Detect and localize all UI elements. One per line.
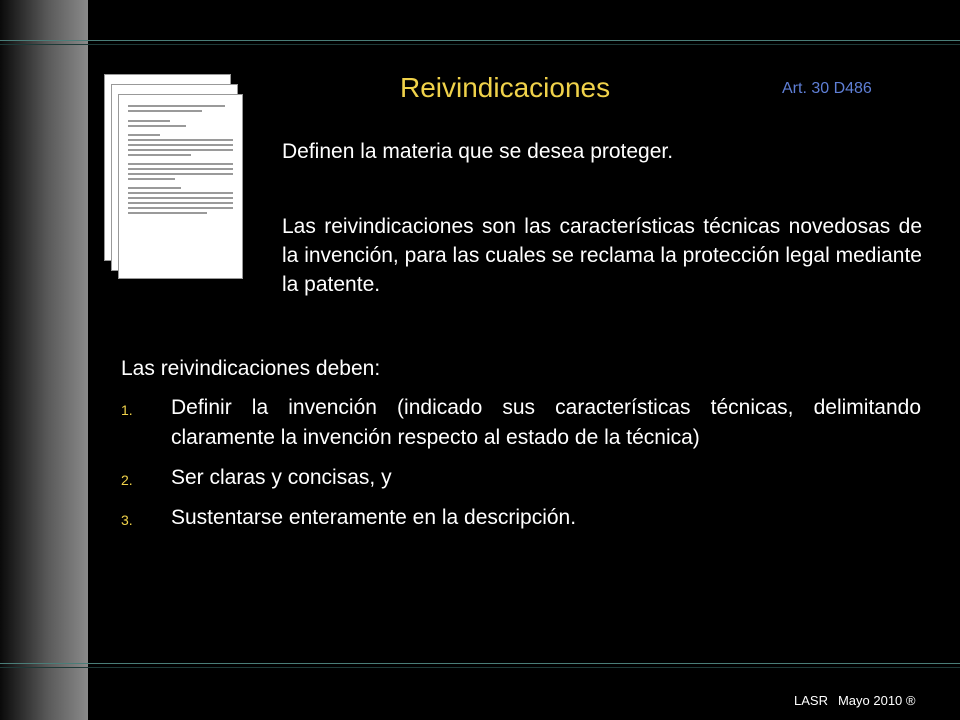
- document-stack-icon: [104, 74, 254, 289]
- top-rule-line: [0, 40, 960, 41]
- document-page: [118, 94, 243, 279]
- footer-author: LASR: [794, 693, 828, 708]
- bottom-rule-shadow: [0, 667, 960, 668]
- list-item-number: 1.: [121, 402, 133, 418]
- claims-description-paragraph: Las reivindicaciones son las características técnicas novedosas de la invención, para las cuales se reclama la protección legal mediante la patente.: [282, 215, 922, 296]
- left-gradient-bar: [0, 0, 88, 720]
- list-item-number: 2.: [121, 472, 133, 488]
- list-item-text: Definir la invención (indicado sus características técnicas, delimitando claramente la invención respecto al estado de la técnica): [171, 396, 921, 449]
- footer: [794, 693, 915, 708]
- list-item-text: Sustentarse enteramente en la descripción.: [171, 506, 577, 529]
- list-item-number: 3.: [121, 512, 133, 528]
- requirements-heading: Las reivindicaciones deben:: [121, 357, 381, 380]
- list-item-text: Ser claras y concisas, y: [171, 466, 392, 489]
- top-rule-shadow: [0, 44, 960, 45]
- slide-title: Reivindicaciones: [400, 72, 611, 103]
- article-reference: Art. 30 D486: [782, 80, 872, 97]
- requirements-list: [121, 393, 921, 543]
- footer-date: Mayo 2010 ®: [837, 693, 916, 708]
- list-item: [121, 393, 921, 453]
- list-item: [121, 503, 921, 533]
- definition-paragraph: Definen la materia que se desea proteger.: [282, 140, 674, 163]
- bottom-rule-line: [0, 663, 960, 664]
- list-item: [121, 463, 921, 493]
